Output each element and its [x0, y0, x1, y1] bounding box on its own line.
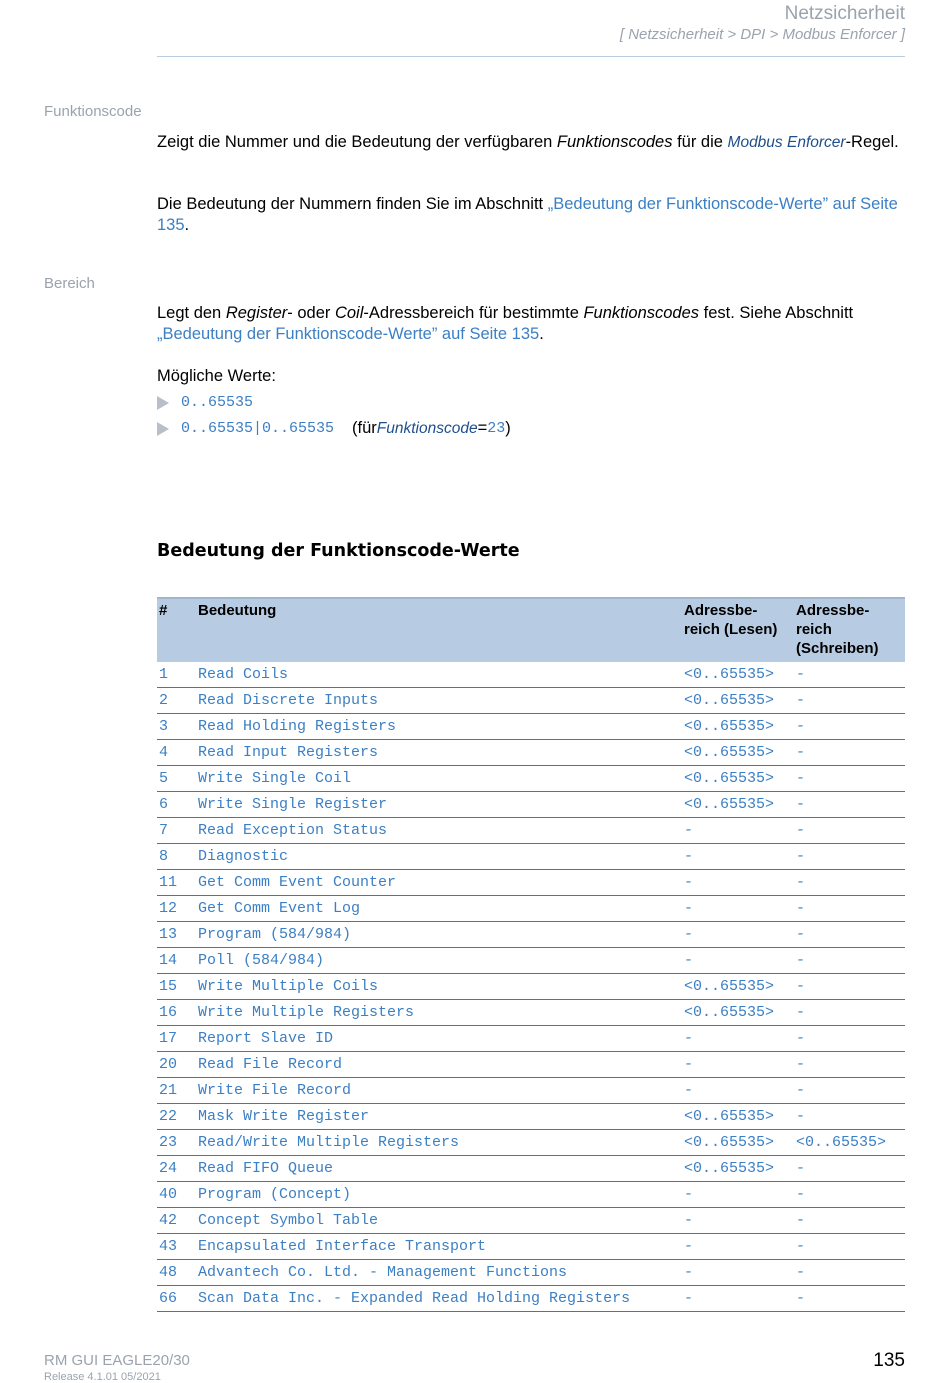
cell-num: 14	[157, 948, 196, 974]
cell-write-range: -	[794, 766, 905, 792]
cell-read-range: -	[682, 922, 794, 948]
cell-num: 8	[157, 844, 196, 870]
cell-meaning: Mask Write Register	[196, 1104, 682, 1130]
cell-write-range: -	[794, 844, 905, 870]
cell-write-range: -	[794, 1104, 905, 1130]
cell-meaning: Poll (584/984)	[196, 948, 682, 974]
cell-num: 22	[157, 1104, 196, 1130]
cell-read-range: <0..65535>	[682, 766, 794, 792]
cell-read-range: -	[682, 896, 794, 922]
table-row	[157, 1156, 905, 1182]
cell-meaning: Get Comm Event Log	[196, 896, 682, 922]
cell-write-range: -	[794, 714, 905, 740]
section-heading: Bedeutung der Funktionscode-Werte	[157, 541, 520, 561]
cell-num: 6	[157, 792, 196, 818]
cell-num: 43	[157, 1234, 196, 1260]
table-row	[157, 974, 905, 1000]
cell-num: 11	[157, 870, 196, 896]
cell-read-range: -	[682, 1182, 794, 1208]
cell-num: 66	[157, 1286, 196, 1312]
cell-num: 4	[157, 740, 196, 766]
table-row	[157, 896, 905, 922]
header-meaning: Bedeutung	[196, 598, 682, 662]
cell-write-range: -	[794, 870, 905, 896]
cell-num: 21	[157, 1078, 196, 1104]
cell-num: 12	[157, 896, 196, 922]
cell-num: 15	[157, 974, 196, 1000]
cell-num: 3	[157, 714, 196, 740]
cell-read-range: -	[682, 1026, 794, 1052]
cell-write-range: -	[794, 974, 905, 1000]
cell-write-range: -	[794, 1026, 905, 1052]
table-row	[157, 1208, 905, 1234]
table-row	[157, 1234, 905, 1260]
cell-num: 48	[157, 1260, 196, 1286]
cell-write-range: -	[794, 740, 905, 766]
cell-read-range: <0..65535>	[682, 662, 794, 688]
cell-write-range: -	[794, 1286, 905, 1312]
cell-num: 13	[157, 922, 196, 948]
cell-read-range: -	[682, 1052, 794, 1078]
bereich-description: Legt den Register- oder Coil-Adressbereich für bestimmte Funktionscodes fest. Siehe Abschnitt „Bedeutung der Funktionscode-Werte” auf Seite 135.	[157, 304, 854, 343]
cell-meaning: Program (Concept)	[196, 1182, 682, 1208]
funktionscode-reference: Die Bedeutung der Nummern finden Sie im Abschnitt „Bedeutung der Funktionscode-Werte” auf Seite 135.	[157, 195, 898, 234]
cell-write-range: -	[794, 662, 905, 688]
cell-meaning: Write Single Coil	[196, 766, 682, 792]
cell-num: 40	[157, 1182, 196, 1208]
cell-num: 16	[157, 1000, 196, 1026]
cell-read-range: <0..65535>	[682, 792, 794, 818]
funktionscode-label: Funktionscode	[44, 103, 142, 120]
cell-read-range: <0..65535>	[682, 714, 794, 740]
bereich-label: Bereich	[44, 275, 95, 292]
cell-meaning: Read FIFO Queue	[196, 1156, 682, 1182]
header-divider	[157, 56, 905, 57]
table-row	[157, 1182, 905, 1208]
section-link[interactable]: „Bedeutung der Funktionscode-Werte” auf Seite 135	[157, 325, 540, 343]
cell-meaning: Advantech Co. Ltd. - Management Functions	[196, 1260, 682, 1286]
table-row	[157, 948, 905, 974]
cell-write-range: -	[794, 1052, 905, 1078]
cell-write-range: <0..65535>	[794, 1130, 905, 1156]
cell-read-range: -	[682, 1078, 794, 1104]
table-row	[157, 1078, 905, 1104]
cell-read-range: -	[682, 870, 794, 896]
cell-num: 42	[157, 1208, 196, 1234]
cell-meaning: Write Multiple Registers	[196, 1000, 682, 1026]
table-row	[157, 662, 905, 688]
cell-read-range: -	[682, 1286, 794, 1312]
value-item: 0..65535|0..65535 (für Funktionscode = 23 )	[157, 418, 511, 439]
table-row	[157, 714, 905, 740]
cell-write-range: -	[794, 1078, 905, 1104]
header-num: #	[157, 598, 196, 662]
cell-write-range: -	[794, 1000, 905, 1026]
cell-read-range: <0..65535>	[682, 1156, 794, 1182]
cell-meaning: Report Slave ID	[196, 1026, 682, 1052]
cell-meaning: Write Multiple Coils	[196, 974, 682, 1000]
cell-num: 5	[157, 766, 196, 792]
header-read-range: Adressbe- reich (Lesen)	[682, 598, 794, 662]
cell-meaning: Write File Record	[196, 1078, 682, 1104]
cell-meaning: Diagnostic	[196, 844, 682, 870]
table-row	[157, 844, 905, 870]
table-row	[157, 922, 905, 948]
cell-read-range: <0..65535>	[682, 740, 794, 766]
cell-meaning: Get Comm Event Counter	[196, 870, 682, 896]
table-row	[157, 688, 905, 714]
cell-read-range: -	[682, 1260, 794, 1286]
table-row	[157, 818, 905, 844]
cell-meaning: Read Exception Status	[196, 818, 682, 844]
page-header-title: Netzsicherheit	[784, 3, 905, 24]
cell-read-range: -	[682, 1234, 794, 1260]
cell-meaning: Read Holding Registers	[196, 714, 682, 740]
table-row	[157, 1000, 905, 1026]
cell-read-range: -	[682, 948, 794, 974]
cell-write-range: -	[794, 688, 905, 714]
cell-write-range: -	[794, 1182, 905, 1208]
cell-meaning: Concept Symbol Table	[196, 1208, 682, 1234]
cell-write-range: -	[794, 1156, 905, 1182]
cell-num: 20	[157, 1052, 196, 1078]
table-row	[157, 1026, 905, 1052]
table-row	[157, 792, 905, 818]
cell-read-range: -	[682, 1208, 794, 1234]
cell-write-range: -	[794, 1260, 905, 1286]
value-item: 0..65535	[157, 392, 253, 413]
table-row	[157, 1104, 905, 1130]
cell-write-range: -	[794, 896, 905, 922]
table-row	[157, 766, 905, 792]
cell-meaning: Read Input Registers	[196, 740, 682, 766]
cell-write-range: -	[794, 792, 905, 818]
cell-num: 23	[157, 1130, 196, 1156]
cell-read-range: -	[682, 818, 794, 844]
bullet-triangle-icon	[157, 422, 169, 436]
cell-meaning: Write Single Register	[196, 792, 682, 818]
funktionscode-description: Zeigt die Nummer und die Bedeutung der verfügbaren Funktionscodes für die Modbus Enforcer-Regel.	[157, 133, 899, 151]
cell-meaning: Read Discrete Inputs	[196, 688, 682, 714]
cell-write-range: -	[794, 1208, 905, 1234]
table-row	[157, 1260, 905, 1286]
table-row	[157, 1286, 905, 1312]
possible-values-intro: Mögliche Werte:	[157, 367, 276, 385]
cell-meaning: Read Coils	[196, 662, 682, 688]
table-row	[157, 1052, 905, 1078]
footer-release: Release 4.1.01 05/2021	[44, 1371, 161, 1383]
function-code-table	[157, 597, 905, 1312]
section-link[interactable]: „Bedeutung der Funktionscode-Werte” auf Seite 135	[157, 195, 898, 234]
cell-meaning: Read File Record	[196, 1052, 682, 1078]
footer-doc-title: RM GUI EAGLE20/30	[44, 1352, 190, 1369]
cell-read-range: <0..65535>	[682, 1000, 794, 1026]
table-header-row	[157, 598, 905, 662]
cell-write-range: -	[794, 922, 905, 948]
cell-write-range: -	[794, 818, 905, 844]
modbus-enforcer-term: Modbus Enforcer	[727, 134, 846, 151]
page-number: 135	[873, 1350, 905, 1371]
table-row	[157, 1130, 905, 1156]
cell-read-range: <0..65535>	[682, 1104, 794, 1130]
table-row	[157, 870, 905, 896]
cell-meaning: Scan Data Inc. - Expanded Read Holding Registers	[196, 1286, 682, 1312]
cell-read-range: -	[682, 844, 794, 870]
cell-write-range: -	[794, 1234, 905, 1260]
cell-meaning: Encapsulated Interface Transport	[196, 1234, 682, 1260]
table-row	[157, 740, 905, 766]
cell-read-range: <0..65535>	[682, 974, 794, 1000]
cell-num: 17	[157, 1026, 196, 1052]
cell-num: 7	[157, 818, 196, 844]
header-write-range: Adressbe- reich (Schreiben)	[794, 598, 905, 662]
cell-num: 24	[157, 1156, 196, 1182]
cell-write-range: -	[794, 948, 905, 974]
cell-read-range: <0..65535>	[682, 688, 794, 714]
bullet-triangle-icon	[157, 396, 169, 410]
cell-num: 2	[157, 688, 196, 714]
breadcrumb: [ Netzsicherheit > DPI > Modbus Enforcer ]	[619, 26, 905, 43]
cell-read-range: <0..65535>	[682, 1130, 794, 1156]
cell-meaning: Program (584/984)	[196, 922, 682, 948]
cell-meaning: Read/Write Multiple Registers	[196, 1130, 682, 1156]
cell-num: 1	[157, 662, 196, 688]
